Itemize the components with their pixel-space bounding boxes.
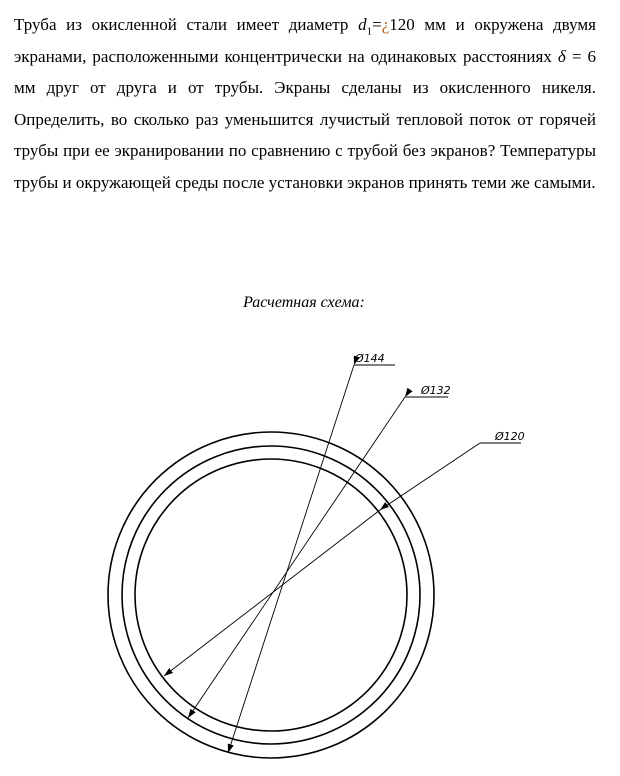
- delta-symbol: δ: [557, 46, 566, 66]
- diameter-subscript: 1: [366, 25, 373, 38]
- problem-text-part3: = 6 мм друг от друга и от трубы. Экраны сделаны из окисленного никеля. Определить, во сколько раз уменьшится лучистый тепловой поток от горячей трубы при ее экранировании по сравнению с трубой без экранов? Температуры трубы и окружающей среды после установки экранов принять теми же самыми.: [14, 46, 596, 192]
- scheme-caption: Расчетная схема:: [243, 294, 365, 311]
- dim-line-middle: [188, 397, 405, 718]
- dim-label-outer: Ø144: [355, 352, 385, 365]
- dim-label-middle: Ø132: [421, 384, 451, 397]
- dim-label-inner: Ø120: [495, 430, 525, 443]
- dim-line-inner: [164, 510, 380, 676]
- problem-text-part1: Труба из окисленной стали имеет диаметр: [14, 15, 359, 34]
- stray-glyph: ¿: [381, 15, 390, 34]
- dim-extension-inner: [380, 443, 480, 510]
- diameter-symbol: d: [358, 15, 367, 34]
- equals-sign: =: [372, 15, 382, 34]
- problem-text-part2: 120 мм и окружена двумя экранами, расположенными концентрически на одинаковых расстояниях: [14, 15, 596, 66]
- dim-line-outer: [228, 365, 354, 753]
